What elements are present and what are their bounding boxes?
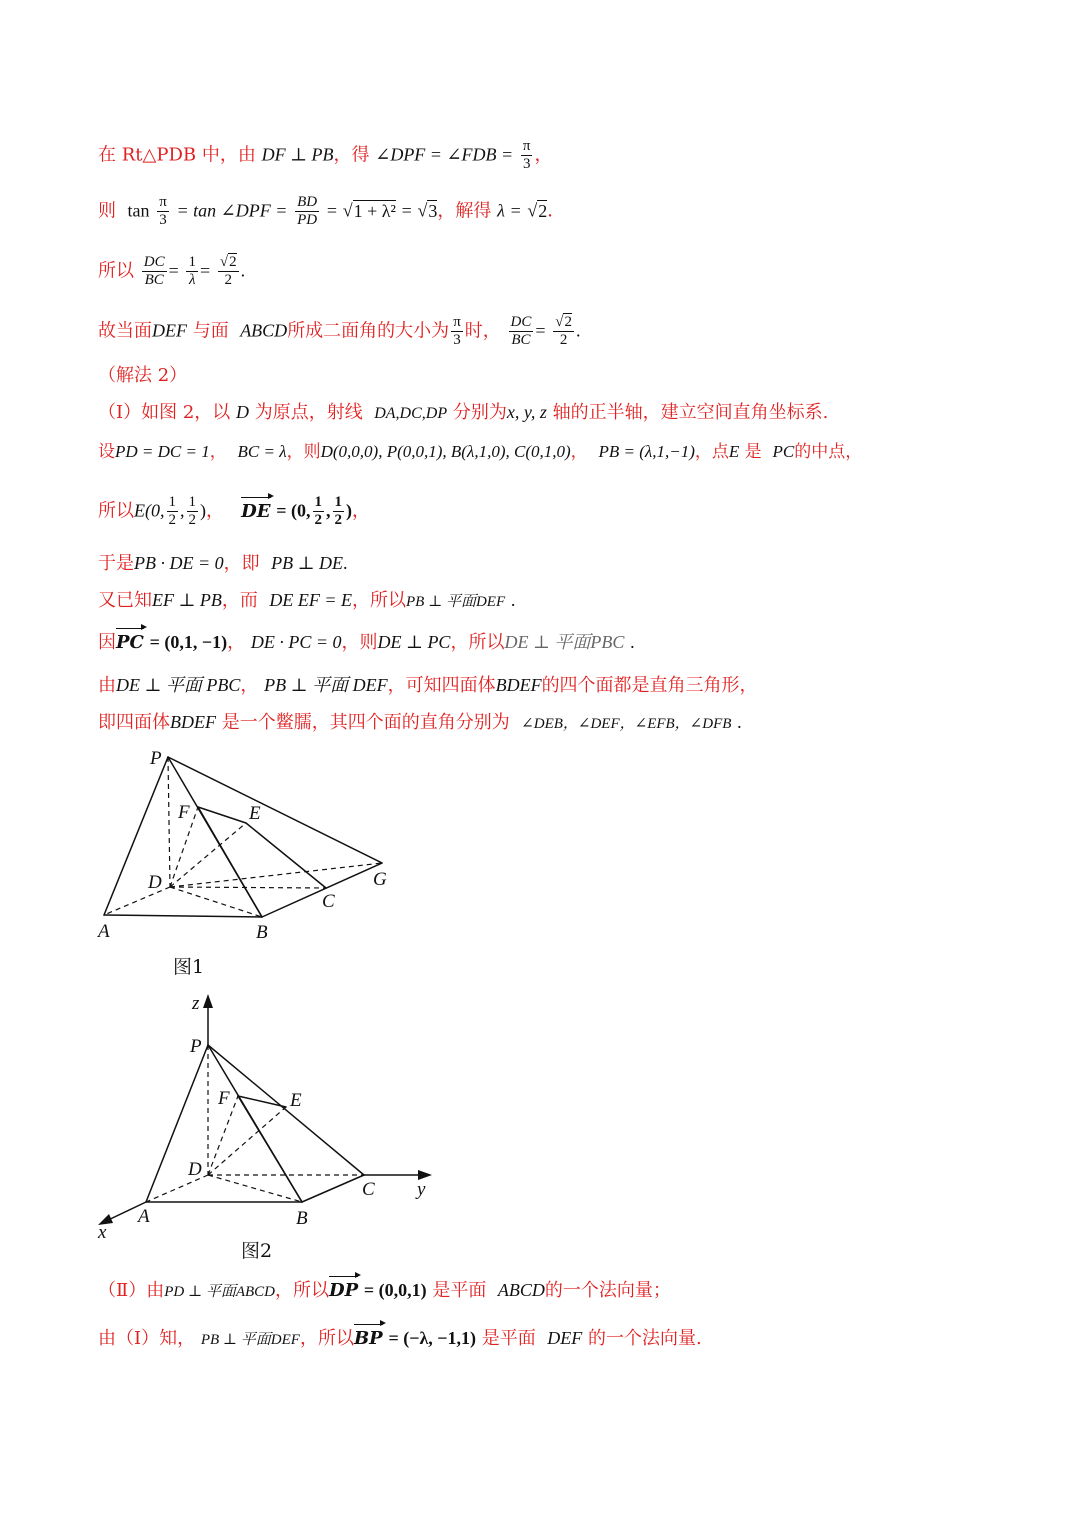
text: （Ⅱ）由 bbox=[98, 1280, 165, 1301]
math: ABCD bbox=[497, 1280, 545, 1300]
text: . bbox=[240, 260, 246, 281]
text: 分别为 bbox=[452, 402, 507, 423]
text: 轴的正半轴，建立空间直角坐标系. bbox=[552, 402, 829, 423]
math: DE ⊥ PC bbox=[377, 632, 451, 652]
label-e: E bbox=[290, 1090, 302, 1111]
math: BDEF bbox=[495, 675, 542, 695]
math: D(0,0,0), P(0,0,1), B(λ,1,0), C(0,1,0) bbox=[320, 442, 571, 461]
edge-de bbox=[208, 1107, 286, 1175]
text: 又已知 bbox=[98, 590, 152, 611]
label-y: y bbox=[417, 1179, 426, 1200]
text: . bbox=[630, 632, 635, 652]
math: EF ⊥ PB bbox=[152, 590, 222, 610]
text: ，则 bbox=[286, 442, 321, 462]
label-p: P bbox=[190, 1036, 202, 1057]
math: = tan ∠DPF = bbox=[176, 200, 288, 221]
math: DEF bbox=[547, 1328, 583, 1348]
math: PB ⊥ 平面DEF bbox=[406, 594, 506, 610]
text: ，而 bbox=[221, 590, 258, 611]
text: 时， bbox=[464, 320, 501, 342]
math: tan bbox=[127, 200, 150, 221]
solution-line-7 bbox=[98, 440, 862, 464]
text: ，解得 bbox=[437, 200, 492, 222]
math: DE EF = E bbox=[269, 590, 353, 610]
math: PB ⊥ 平面 DEF bbox=[264, 675, 388, 695]
label-x: x bbox=[98, 1222, 107, 1240]
equals-sign: = bbox=[535, 320, 546, 341]
math: PB ⊥ DE bbox=[271, 553, 344, 573]
math: ∠DPF = ∠FDB = bbox=[375, 144, 514, 165]
solution-line-5 bbox=[98, 364, 187, 388]
edge-bc bbox=[302, 1175, 364, 1202]
figure-2-caption: 图2 bbox=[241, 1240, 273, 1262]
comma: , bbox=[326, 500, 331, 521]
text: ， bbox=[352, 500, 371, 522]
solution-line-9 bbox=[98, 551, 348, 576]
edge-pd bbox=[168, 757, 170, 887]
equals-sign: = bbox=[199, 260, 211, 281]
label-c: C bbox=[362, 1179, 375, 1200]
solution-line-1 bbox=[98, 138, 552, 173]
text: 的中点， bbox=[794, 442, 863, 462]
math: λ = bbox=[497, 200, 522, 221]
text: 于是 bbox=[98, 553, 134, 574]
text: 设 bbox=[98, 442, 115, 462]
fraction-root2-over-2: $\frac{√2}{2}$ bbox=[219, 254, 237, 288]
edge-db bbox=[170, 887, 262, 917]
text: 在 Rt△PDB 中，由 bbox=[98, 144, 256, 166]
text: . bbox=[575, 320, 581, 341]
label-c: C bbox=[322, 891, 335, 912]
label-f: F bbox=[178, 802, 190, 823]
vector-bp: BP bbox=[353, 1328, 383, 1349]
comma: , bbox=[180, 500, 185, 521]
edge-ab bbox=[104, 915, 262, 917]
vector-dp: DP bbox=[329, 1280, 359, 1301]
edge-pc bbox=[208, 1045, 364, 1175]
math: PD ⊥ 平面ABCD bbox=[164, 1284, 275, 1300]
math: E(0, bbox=[134, 500, 165, 521]
text: ，点 bbox=[694, 442, 729, 462]
fraction-dc-over-bc: $\frac{DC}{BC}$ bbox=[510, 314, 532, 348]
text: 则 bbox=[98, 200, 116, 222]
text: 的一个法向量； bbox=[544, 1280, 671, 1301]
text: 所以 bbox=[98, 500, 134, 522]
math: DF ⊥ PB bbox=[261, 144, 334, 165]
math: ) bbox=[200, 500, 206, 521]
text: ，则 bbox=[341, 632, 378, 653]
text: 所成二面角的大小为 bbox=[287, 320, 450, 342]
text: ， bbox=[534, 144, 553, 166]
fraction-dc-over-bc: $\frac{DC}{BC}$ bbox=[143, 254, 165, 288]
text: 与面 bbox=[192, 320, 229, 342]
solution-line-15 bbox=[98, 1326, 702, 1352]
vector-de: DE bbox=[241, 500, 271, 522]
text: 故当面 bbox=[98, 320, 152, 342]
math: DEF bbox=[152, 320, 187, 341]
text: ． bbox=[547, 200, 566, 222]
text: 由 bbox=[98, 675, 116, 696]
math: = (0,0,1) bbox=[363, 1280, 427, 1300]
label-d: D bbox=[148, 872, 162, 893]
math: BC = λ bbox=[237, 442, 287, 461]
math: PB · DE = 0 bbox=[134, 553, 224, 573]
edge-fe bbox=[238, 1096, 286, 1107]
text: ， bbox=[206, 500, 224, 522]
fraction-root2-over-2: $\frac{√2}{2}$ bbox=[555, 314, 572, 348]
label-g: G bbox=[373, 869, 387, 890]
label-b: B bbox=[296, 1208, 308, 1229]
fraction-pi-over-3: $\frac{\pi}{3}$ bbox=[159, 194, 167, 228]
text: ，所以 bbox=[352, 590, 407, 611]
math: PD = DC = 1 bbox=[115, 442, 210, 461]
fraction-pi-over-3: $\frac{\pi}{3}$ bbox=[453, 314, 461, 348]
edge-dg bbox=[170, 863, 382, 887]
text: . bbox=[343, 553, 348, 573]
fraction-1-over-2: $\frac{1}{2}$ bbox=[168, 494, 176, 528]
fraction-1-over-2: $\frac{1}{2}$ bbox=[188, 494, 196, 528]
text: . bbox=[510, 590, 516, 610]
label-p: P bbox=[150, 748, 162, 769]
label-d: D bbox=[188, 1159, 202, 1180]
math: = bbox=[401, 200, 412, 221]
method-heading: （解法 2） bbox=[98, 365, 188, 386]
math: DE ⊥ 平面PBC bbox=[504, 632, 625, 652]
math: x, y, z bbox=[506, 402, 547, 422]
math: = (−λ, −1,1) bbox=[388, 1328, 477, 1348]
text: 是一个鳖臑，其四个面的直角分别为 bbox=[221, 712, 510, 733]
text: 是平面 bbox=[432, 1280, 487, 1301]
math: √3 bbox=[417, 200, 438, 221]
text: 的四个面都是直角三角形， bbox=[541, 675, 758, 696]
solution-line-4 bbox=[98, 314, 580, 349]
math: = bbox=[326, 200, 337, 221]
text: ，所以 bbox=[450, 632, 505, 653]
math: ∠DEB，∠DEF，∠EFB，∠DFB bbox=[521, 716, 732, 732]
text: . bbox=[737, 712, 742, 732]
text: 因 bbox=[98, 632, 116, 653]
vector-pc: PC bbox=[116, 632, 144, 653]
math: √1 + λ² bbox=[342, 200, 396, 221]
math: PB ⊥ 平面DEF bbox=[200, 1332, 300, 1348]
text: ，可知四面体 bbox=[387, 675, 496, 696]
text: ， bbox=[240, 675, 259, 696]
math: DE · PC = 0 bbox=[250, 632, 342, 652]
edge-de bbox=[170, 823, 246, 887]
math: DA,DC,DP bbox=[374, 405, 448, 422]
text: 的一个法向量. bbox=[587, 1328, 702, 1349]
math: = (0,1, −1) bbox=[149, 632, 228, 652]
fraction-pi-over-3: $\frac{\pi}{3}$ bbox=[522, 138, 531, 172]
label-a: A bbox=[98, 921, 110, 942]
text: ，即 bbox=[223, 553, 260, 574]
text: 由（Ⅰ）知， bbox=[98, 1328, 196, 1349]
math: BDEF bbox=[170, 712, 216, 732]
text: ， bbox=[227, 632, 246, 653]
math: PC bbox=[772, 442, 795, 461]
edge-fb bbox=[238, 1096, 302, 1202]
math: = (0, bbox=[276, 500, 311, 521]
text: 为原点，射线 bbox=[254, 402, 363, 423]
solution-line-6 bbox=[98, 400, 828, 426]
text: ，所以 bbox=[275, 1280, 329, 1301]
text: ， bbox=[570, 442, 588, 462]
edge-ec bbox=[246, 823, 326, 888]
label-a: A bbox=[138, 1206, 150, 1227]
text: 是 bbox=[744, 442, 762, 462]
math: ABCD bbox=[240, 320, 288, 341]
figure-1-caption: 图1 bbox=[173, 956, 205, 978]
z-axis-arrow-icon bbox=[203, 994, 213, 1008]
label-b: B bbox=[256, 922, 268, 943]
solution-line-13 bbox=[98, 710, 742, 736]
fraction-bd-over-pd: $\frac{BD}{PD}$ bbox=[297, 194, 318, 228]
solution-line-11 bbox=[98, 630, 635, 655]
fraction-1-over-2: $\frac{1}{2}$ bbox=[314, 494, 323, 528]
math: √2 bbox=[527, 200, 548, 221]
text: （Ⅰ）如图 2，以 bbox=[98, 402, 231, 423]
text: 即四面体 bbox=[98, 712, 170, 733]
solution-line-14 bbox=[98, 1278, 671, 1304]
text: ，得 bbox=[333, 144, 370, 166]
math: D bbox=[236, 402, 250, 422]
math: E bbox=[728, 442, 740, 461]
math: ) bbox=[346, 500, 353, 521]
figure-1-diagram bbox=[90, 745, 410, 945]
figure-2-diagram bbox=[90, 990, 450, 1240]
solution-line-8 bbox=[98, 494, 370, 529]
label-e: E bbox=[249, 803, 261, 824]
solution-line-3 bbox=[98, 254, 245, 289]
math: DE ⊥ 平面 PBC bbox=[116, 675, 241, 695]
edge-dc bbox=[170, 887, 326, 888]
fraction-1-over-lambda: $\frac{1}{\lambda}$ bbox=[188, 254, 196, 288]
math: PB = (λ,1,−1) bbox=[598, 442, 695, 461]
text: 是平面 bbox=[481, 1328, 536, 1349]
text: ，所以 bbox=[299, 1328, 354, 1349]
text: 所以 bbox=[98, 260, 134, 282]
label-f: F bbox=[218, 1088, 230, 1109]
label-z: z bbox=[192, 993, 200, 1014]
fraction-1-over-2: $\frac{1}{2}$ bbox=[334, 494, 343, 528]
text: ， bbox=[209, 442, 227, 462]
solution-line-2 bbox=[98, 194, 565, 229]
equals-sign: = bbox=[168, 260, 179, 281]
solution-line-12 bbox=[98, 673, 758, 698]
solution-line-10 bbox=[98, 588, 515, 614]
